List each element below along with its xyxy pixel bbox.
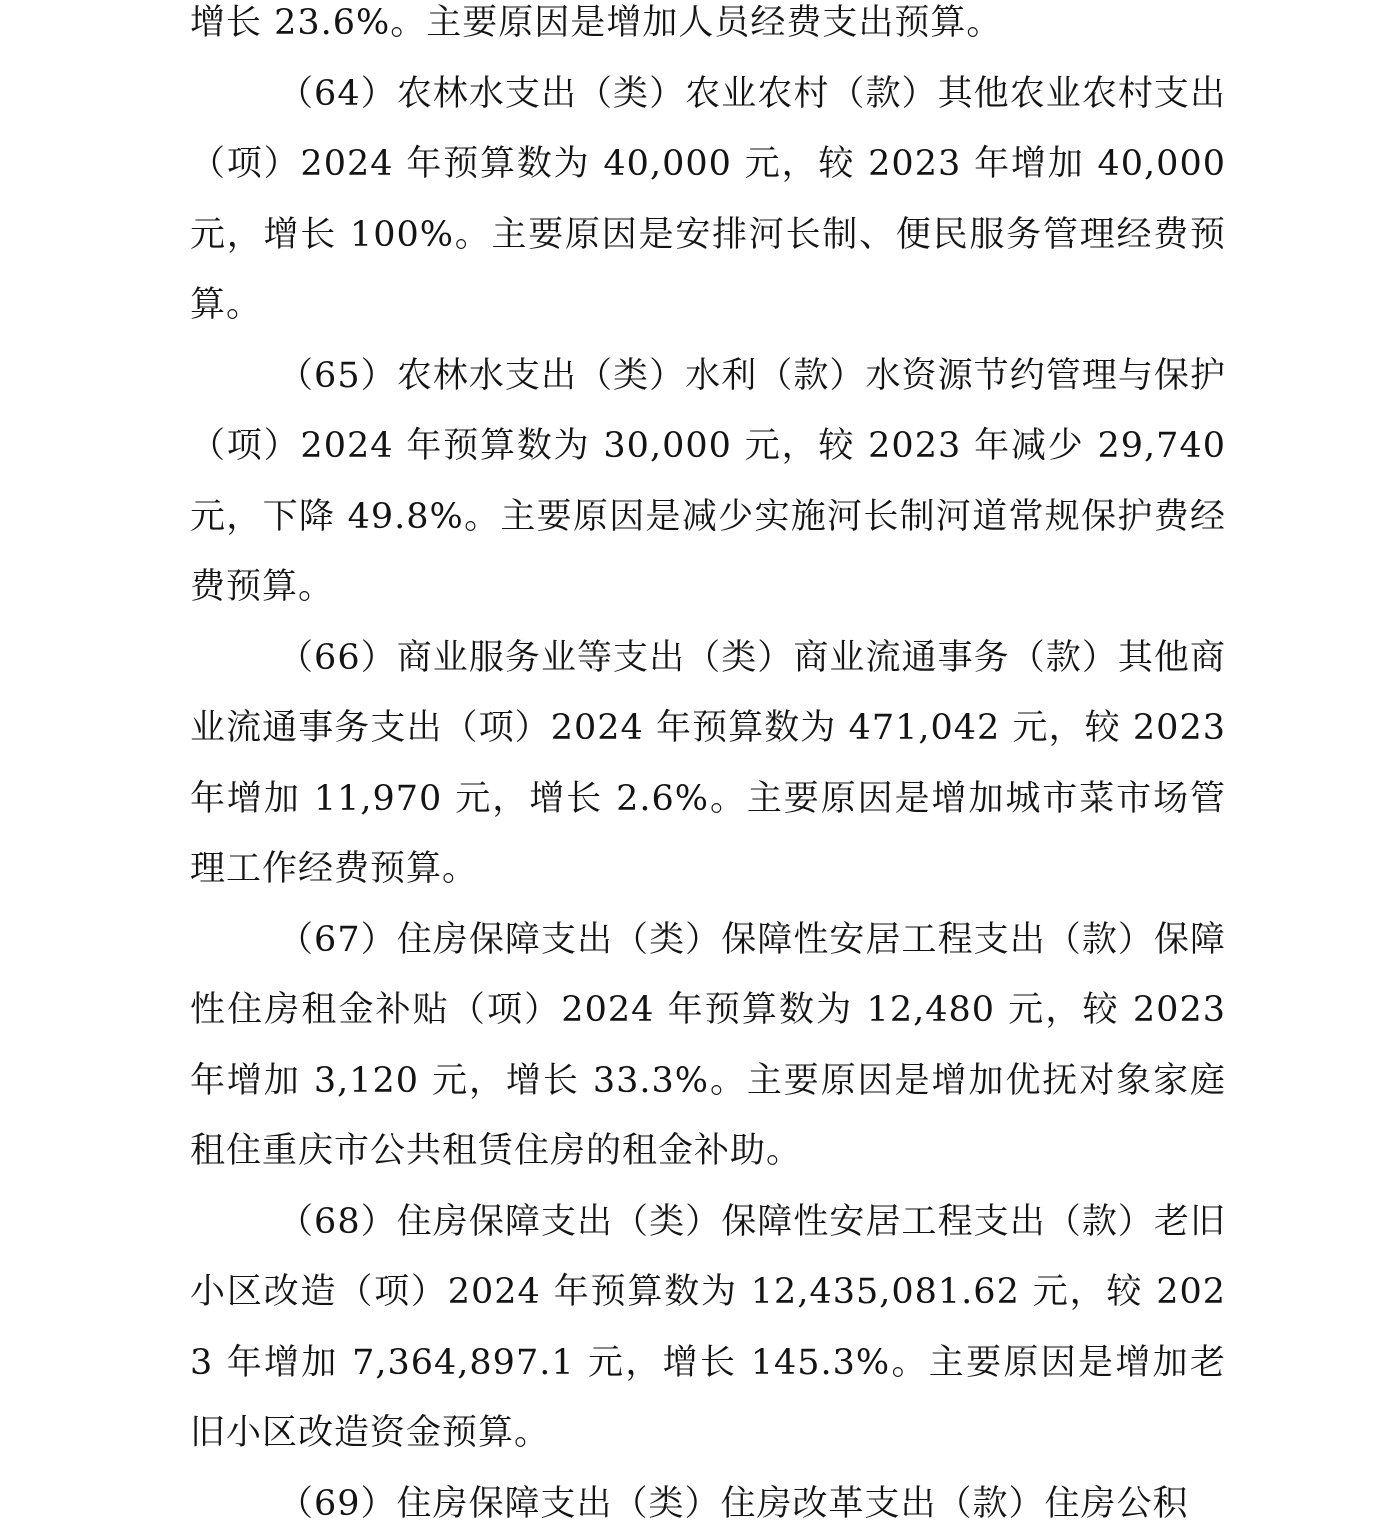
paragraph-continuation: 增长 23.6%。主要原因是增加人员经费支出预算。 [190, 0, 1226, 59]
paragraph-item-65: （65）农林水支出（类）水利（款）水资源节约管理与保护（项）2024 年预算数为 30,000 元，较 2023 年减少 29,740 元，下降 49.8%。主要原因是减少实施河长制河道常规保护费经费预算。 [190, 341, 1226, 623]
paragraph-item-69: （69）住房保障支出（类）住房改革支出（款）住房公积 [190, 1469, 1226, 1539]
paragraph-item-68: （68）住房保障支出（类）保障性安居工程支出（款）老旧小区改造（项）2024 年预算数为 12,435,081.62 元，较 2023 年增加 7,364,897.1 元，增长 145.3%。主要原因是增加老旧小区改造资金预算。 [190, 1187, 1226, 1469]
paragraph-item-64: （64）农林水支出（类）农业农村（款）其他农业农村支出（项）2024 年预算数为 40,000 元，较 2023 年增加 40,000 元，增长 100%。主要原因是安排河长制、便民服务管理经费预算。 [190, 59, 1226, 341]
paragraph-item-66: （66）商业服务业等支出（类）商业流通事务（款）其他商业流通事务支出（项）2024 年预算数为 471,042 元，较 2023 年增加 11,970 元，增长 2.6%。主要原因是增加城市菜市场管理工作经费预算。 [190, 623, 1226, 905]
document-body [190, 0, 1226, 1539]
paragraph-item-67: （67）住房保障支出（类）保障性安居工程支出（款）保障性住房租金补贴（项）2024 年预算数为 12,480 元，较 2023 年增加 3,120 元，增长 33.3%。主要原因是增加优抚对象家庭租住重庆市公共租赁住房的租金补助。 [190, 905, 1226, 1187]
